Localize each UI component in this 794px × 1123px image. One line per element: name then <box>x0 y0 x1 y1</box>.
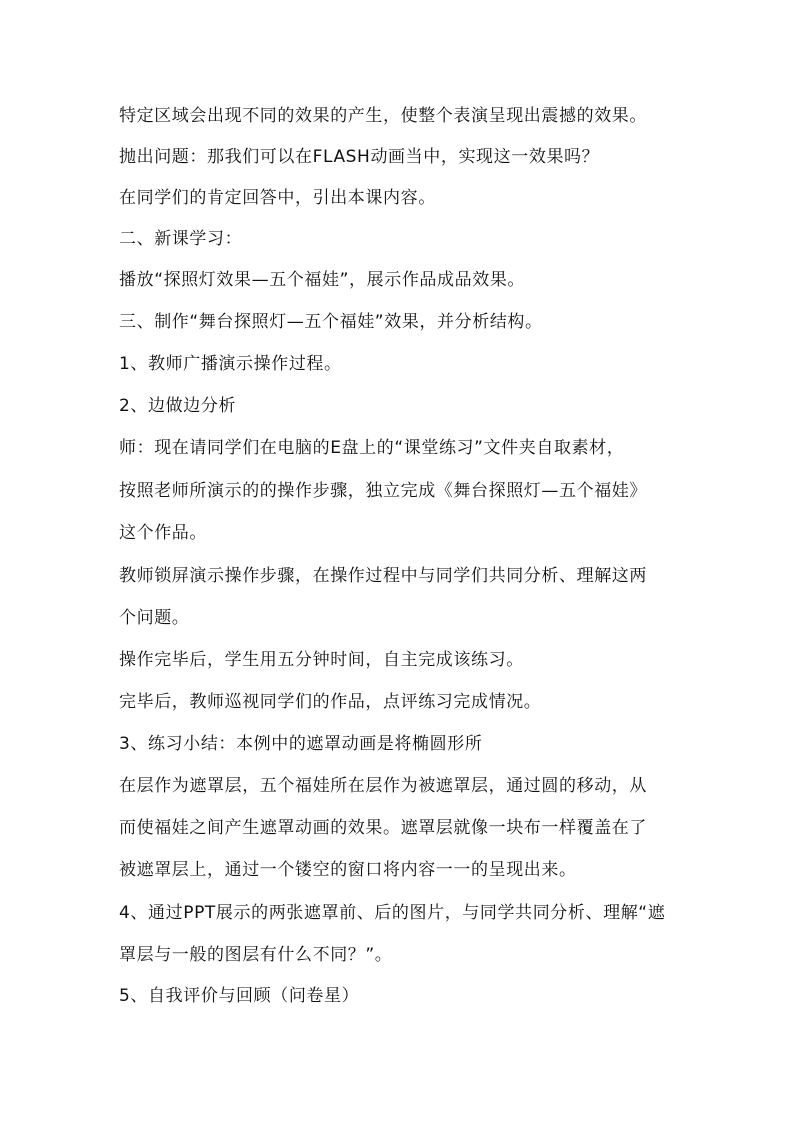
text-line: 完毕后，教师巡视同学们的作品，点评练习完成情况。 <box>119 692 542 712</box>
text-line: 按照老师所演示的的操作步骤，独立完成《舞台探照灯—五个福娃》 <box>119 481 647 501</box>
text-line: 师：现在请同学们在电脑的E盘上的“课堂练习”文件夹自取素材， <box>119 438 625 458</box>
numbered-item: 4、通过PPT展示的两张遮罩前、后的图片，与同学共同分析、理解“遮 <box>119 903 666 923</box>
text-line: 操作完毕后，学生用五分钟时间，自主完成该练习。 <box>119 650 524 670</box>
numbered-item: 3、练习小结：本例中的遮罩动画是将椭圆形所 <box>119 734 483 754</box>
text-line: 被遮罩层上，通过一个镂空的窗口将内容一一的呈现出来。 <box>119 860 577 880</box>
text-line: 而使福娃之间产生遮罩动画的效果。遮罩层就像一块布一样覆盖在了 <box>119 818 647 838</box>
text-line: 在同学们的肯定回答中，引出本课内容。 <box>119 188 436 208</box>
text-line: 教师锁屏演示操作步骤，在操作过程中与同学们共同分析、理解这两 <box>119 566 647 586</box>
section-heading: 三、制作“舞台探照灯—五个福娃”效果，并分析结构。 <box>119 312 543 332</box>
text-line: 特定区域会出现不同的效果的产生，使整个表演呈现出震撼的效果。 <box>119 106 647 126</box>
text-line: 播放“探照灯效果—五个福娃”，展示作品成品效果。 <box>119 270 526 290</box>
numbered-item: 1、教师广播演示操作过程。 <box>119 354 342 374</box>
section-heading: 二、新课学习： <box>119 229 243 249</box>
text-line: 在层作为遮罩层，五个福娃所在层作为被遮罩层，通过圆的移动，从 <box>119 776 647 796</box>
numbered-item: 2、边做边分析 <box>119 396 237 416</box>
text-line: 这个作品。 <box>119 523 207 543</box>
text-line: 抛出问题：那我们可以在FLASH动画当中，实现这一效果吗？ <box>119 147 600 167</box>
text-line: 个问题。 <box>119 608 190 628</box>
numbered-item: 5、自我评价与回顾（问卷星） <box>119 986 360 1006</box>
text-line: 罩层与一般的图层有什么不同？”。 <box>119 945 393 965</box>
